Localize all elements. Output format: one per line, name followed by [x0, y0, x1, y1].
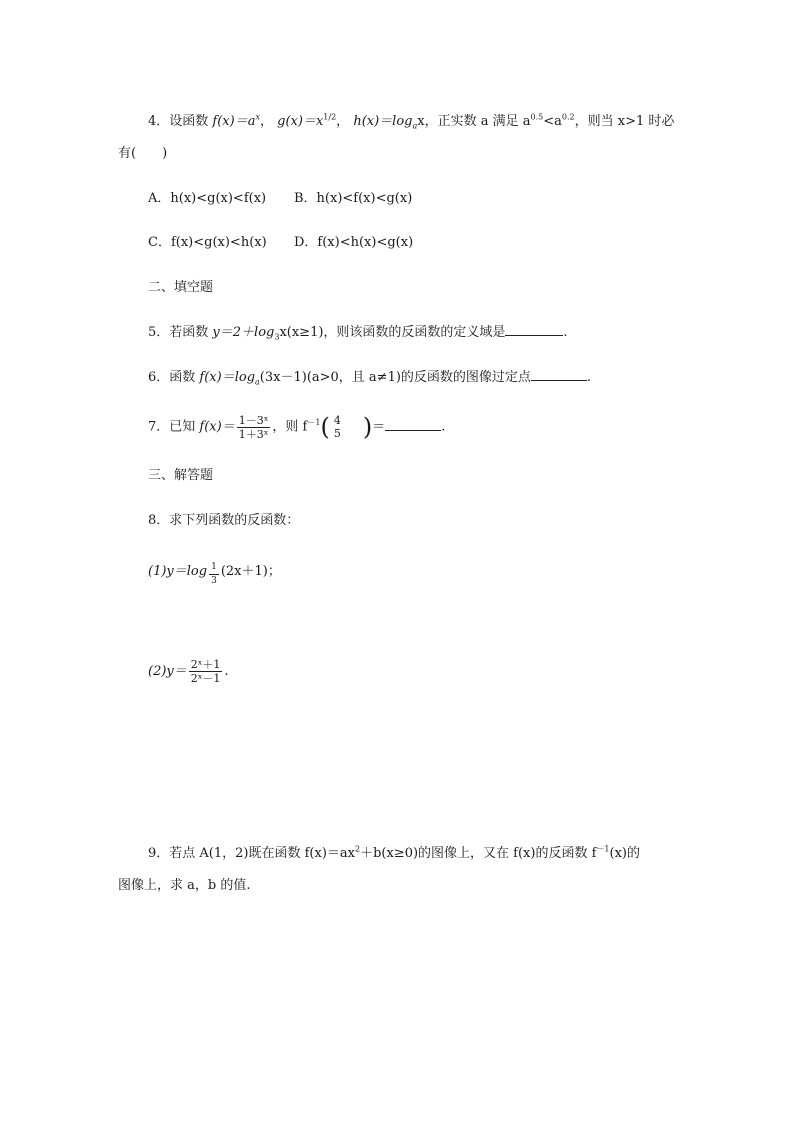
q4-g-exp: 1/2	[323, 112, 337, 122]
q6-prefix: 6．函数	[148, 370, 196, 385]
q9-square: 2	[354, 844, 361, 854]
q4-cond-mid: <a	[543, 114, 562, 129]
q8-part1-base-num: 1	[209, 561, 219, 575]
q7-argument-fraction	[332, 414, 343, 440]
q8-part1-arg: (2x＋1)；	[220, 564, 281, 579]
q6-line	[148, 368, 591, 387]
q4-h-def: h(x)＝log	[353, 114, 413, 129]
q8-part2	[148, 656, 229, 688]
q4-option-b: B．h(x)<f(x)<g(x)	[294, 191, 413, 206]
q5-prefix: 5．若函数	[148, 325, 209, 340]
q7-fraction-numerator: 1－3ˣ	[238, 413, 269, 427]
q7-mid: ，则 f	[272, 419, 308, 435]
q8-part2-denominator: 2ˣ－1	[190, 672, 221, 685]
q9-text-b: ＋b(x≥0)的图像上，又在 f(x)的反函数 f	[360, 846, 597, 861]
q4-g-def: g(x)＝x	[277, 114, 324, 129]
q9-line2: 图像上，求 a，b 的值.	[118, 878, 251, 893]
q9-inverse-exp: －1	[596, 844, 610, 854]
q4-f-def: f(x)＝a	[212, 114, 256, 129]
q5-function: y＝2＋log	[212, 325, 275, 340]
q8-part2-numerator: 2ˣ＋1	[190, 658, 221, 671]
q4-f-exp: x	[255, 112, 260, 122]
q4-cond-exp1: 0.5	[530, 112, 544, 122]
q8-part1-base-den: 3	[211, 576, 217, 586]
q5-text: x(x≥1)，则该函数的反函数的定义域是	[279, 325, 506, 340]
q7-answer-blank[interactable]	[385, 418, 441, 431]
q8-part2-end: .	[224, 664, 229, 679]
q4-h-tail: x，正实数 a 满足 a	[417, 114, 531, 129]
q7-fraction	[237, 414, 271, 441]
right-paren: )	[362, 413, 373, 441]
q5-end: .	[563, 325, 568, 340]
q9-text-c: (x)的	[609, 846, 640, 861]
q8-part1	[148, 556, 281, 588]
q9-line1	[148, 845, 640, 863]
q4-line1	[148, 113, 674, 131]
q4-tail: ，则当 x>1 时必	[574, 114, 675, 129]
q6-answer-blank[interactable]	[531, 368, 587, 381]
q4-sep: ，	[259, 114, 273, 129]
q4-g-exp-den: 2	[331, 112, 337, 122]
q7-end: .	[441, 419, 446, 435]
q6-function: f(x)＝log	[199, 370, 256, 385]
q4-h-sub: a	[412, 121, 418, 131]
q7-arg-numerator: 4	[333, 414, 341, 427]
q6-log-base: a	[255, 377, 260, 387]
q4-sep: ，	[336, 114, 350, 129]
q7-function: f(x)＝	[199, 419, 235, 435]
q4-option-d: D．f(x)<h(x)<g(x)	[294, 235, 414, 250]
q7-inverse-exp: －1	[307, 418, 321, 428]
left-paren: (	[320, 413, 330, 441]
q5-answer-blank[interactable]	[505, 323, 563, 336]
q6-text: (3x－1)(a>0，且 a≠1)的反函数的图像过定点	[259, 370, 531, 385]
q7-fraction-denominator: 1＋3ˣ	[238, 427, 269, 441]
q4-option-c: C．f(x)<g(x)<h(x)	[148, 235, 267, 250]
q8-part1-prefix: (1)y＝log	[148, 564, 208, 579]
section-fill-in-heading: 二、填空题	[148, 280, 214, 295]
q4-option-a: A．h(x)<g(x)<f(x)	[148, 191, 267, 206]
q5-line	[148, 323, 568, 342]
q8-part2-fraction	[189, 658, 223, 685]
q6-end: .	[586, 370, 592, 385]
q7-line	[148, 412, 445, 443]
q7-prefix: 7．已知	[148, 419, 196, 435]
q7-equals: ＝	[372, 419, 386, 435]
section-solution-heading: 三、解答题	[148, 468, 214, 483]
q9-text-a: 9．若点 A(1，2)既在函数 f(x)＝ax	[148, 846, 355, 861]
q7-arg-denominator: 5	[333, 427, 341, 440]
q4-g-exp-num: 1	[323, 112, 329, 122]
q4-number: 4．设函数	[148, 114, 209, 129]
q8-part1-log-base	[209, 561, 219, 588]
q5-log-base: 3	[274, 332, 280, 342]
q4-cond-exp2: 0.2	[561, 112, 575, 122]
q8-title: 8．求下列函数的反函数：	[148, 513, 300, 528]
q4-line2: 有( )	[118, 146, 168, 161]
q8-part2-prefix: (2)y＝	[148, 664, 187, 679]
